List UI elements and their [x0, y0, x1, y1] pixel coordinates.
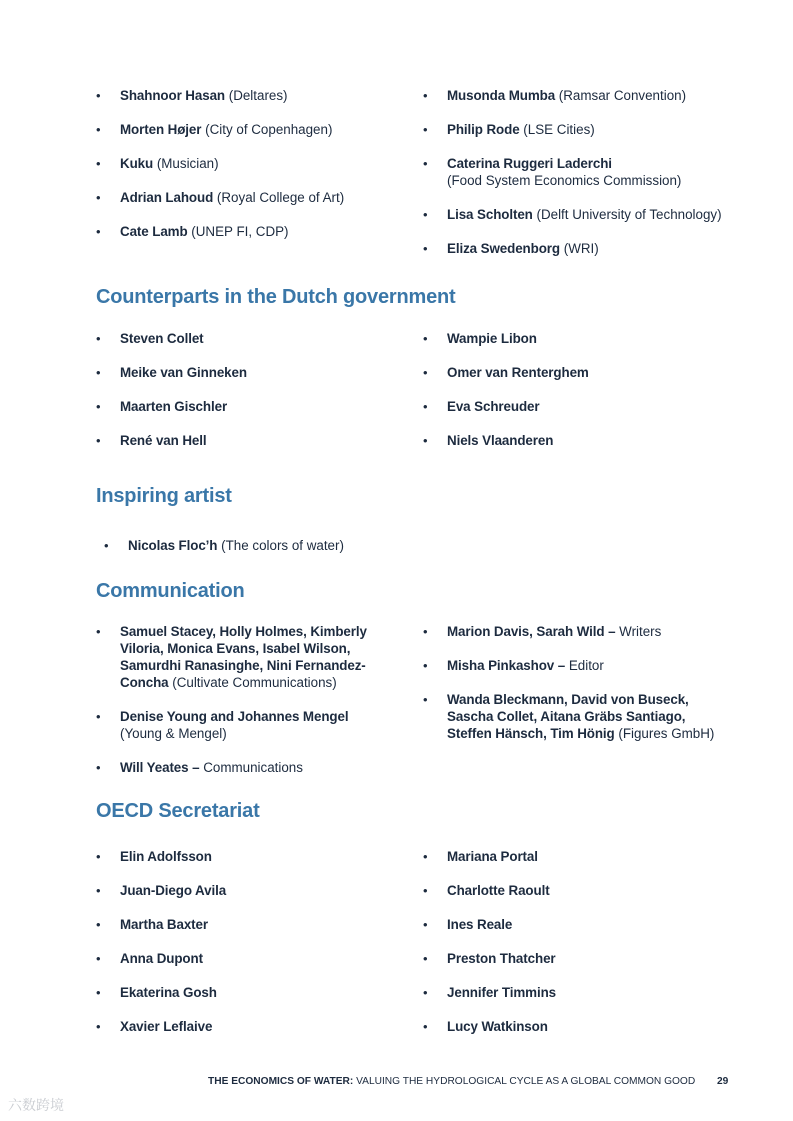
watermark: 六数跨境	[8, 1097, 64, 1113]
list-item: • Mariana Portal	[423, 848, 743, 865]
section-title-communication: Communication	[96, 580, 245, 602]
list-item: • Wampie Libon	[423, 330, 743, 347]
footer-title-rest: VALUING THE HYDROLOGICAL CYCLE AS A GLOBAL COMMON GOOD	[356, 1076, 696, 1087]
list-item: • Adrian Lahoud (Royal College of Art)	[96, 189, 396, 206]
list-item: • Anna Dupont	[96, 950, 396, 967]
list-item: • Caterina Ruggeri Laderchi (Food System Economics Commission)	[423, 155, 743, 189]
artist-list	[104, 537, 504, 571]
list-item: • Ekaterina Gosh	[96, 984, 396, 1001]
list-item: • Marion Davis, Sarah Wild – Writers	[423, 623, 723, 640]
list-item: • René van Hell	[96, 432, 396, 449]
dutch-right-list	[423, 330, 743, 466]
list-item: • Maarten Gischler	[96, 398, 396, 415]
list-item: • Omer van Renterghem	[423, 364, 743, 381]
top-people-right-list	[423, 87, 743, 274]
list-item: • Xavier Leflaive	[96, 1018, 396, 1035]
list-item: • Ines Reale	[423, 916, 743, 933]
list-item: • Kuku (Musician)	[96, 155, 396, 172]
list-item: • Preston Thatcher	[423, 950, 743, 967]
section-title-inspiring-artist: Inspiring artist	[96, 485, 232, 507]
list-item: • Eva Schreuder	[423, 398, 743, 415]
list-item: • Cate Lamb (UNEP FI, CDP)	[96, 223, 396, 240]
list-item: • Steven Collet	[96, 330, 396, 347]
section-title-oecd-secretariat: OECD Secretariat	[96, 800, 260, 822]
list-item: • Morten Højer (City of Copenhagen)	[96, 121, 396, 138]
oecd-left-list	[96, 848, 396, 1052]
page-number: 29	[717, 1076, 729, 1087]
list-item: • Martha Baxter	[96, 916, 396, 933]
list-item: • Samuel Stacey, Holly Holmes, Kimberly Viloria, Monica Evans, Isabel Wilson, Samurdhi Ranasinghe, Nini Fernandez-Concha (Cultivate Communications)	[96, 623, 386, 691]
list-item: • Philip Rode (LSE Cities)	[423, 121, 743, 138]
list-item: • Jennifer Timmins	[423, 984, 743, 1001]
list-item: • Denise Young and Johannes Mengel (Young & Mengel)	[96, 708, 386, 742]
section-title-dutch-government: Counterparts in the Dutch government	[96, 286, 456, 308]
list-item: • Shahnoor Hasan (Deltares)	[96, 87, 396, 104]
footer-title-bold: THE ECONOMICS OF WATER:	[208, 1076, 354, 1087]
communication-right-list	[423, 623, 723, 759]
list-item: • Misha Pinkashov – Editor	[423, 657, 723, 674]
list-item: • Charlotte Raoult	[423, 882, 743, 899]
list-item: • Wanda Bleckmann, David von Buseck, Sascha Collet, Aitana Gräbs Santiago, Steffen Hänsch, Tim Hönig (Figures GmbH)	[423, 691, 723, 742]
communication-left-list	[96, 623, 386, 793]
list-item: • Elin Adolfsson	[96, 848, 396, 865]
list-item: • Lucy Watkinson	[423, 1018, 743, 1035]
list-item: • Eliza Swedenborg (WRI)	[423, 240, 743, 257]
list-item: • Meike van Ginneken	[96, 364, 396, 381]
page-footer	[208, 1076, 695, 1087]
list-item: • Will Yeates – Communications	[96, 759, 386, 776]
dutch-left-list	[96, 330, 396, 466]
list-item: • Lisa Scholten (Delft University of Technology)	[423, 206, 743, 223]
oecd-right-list	[423, 848, 743, 1052]
list-item: • Nicolas Floc’h (The colors of water)	[104, 537, 504, 554]
list-item: • Juan-Diego Avila	[96, 882, 396, 899]
list-item: • Musonda Mumba (Ramsar Convention)	[423, 87, 743, 104]
list-item: • Niels Vlaanderen	[423, 432, 743, 449]
top-people-left-list	[96, 87, 396, 257]
